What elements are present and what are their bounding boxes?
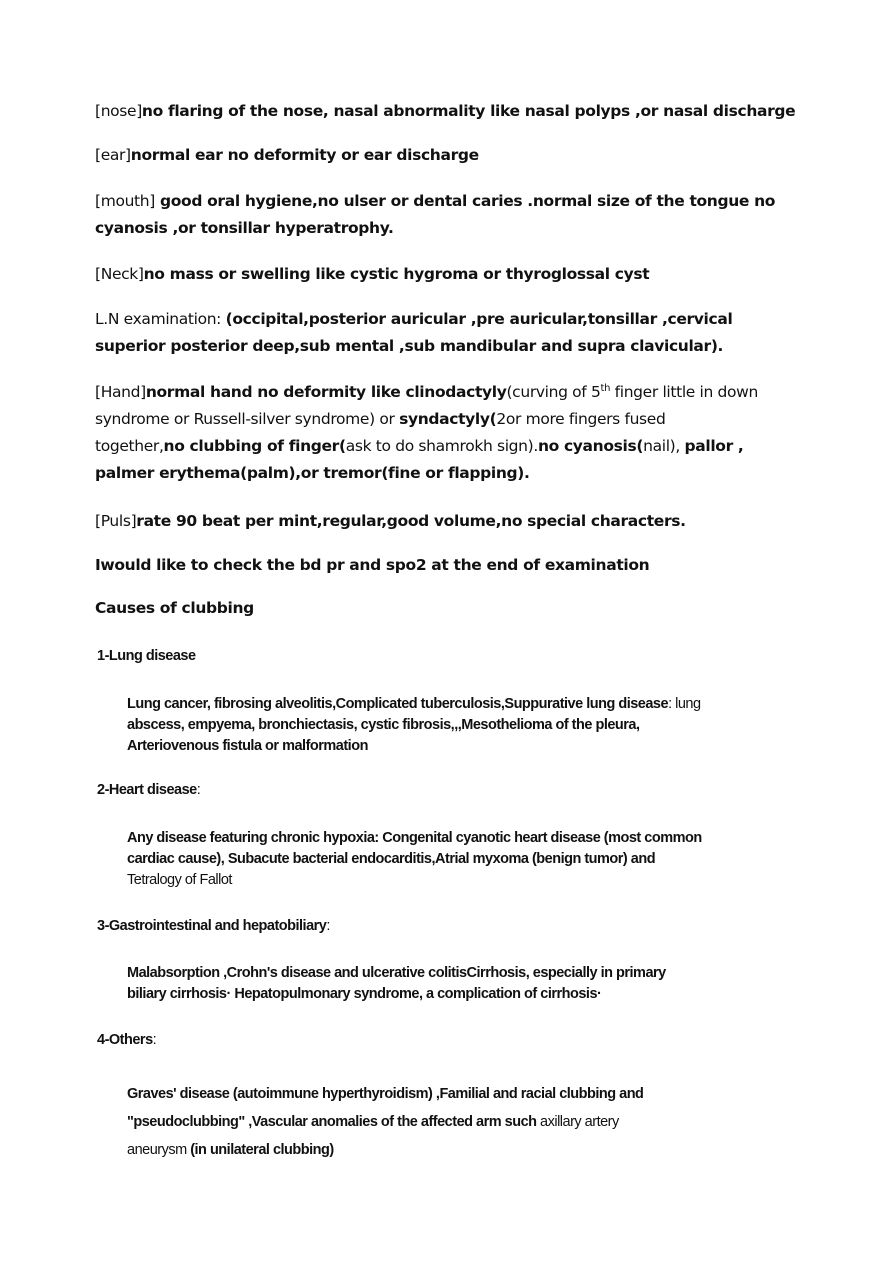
lung-l1a: Lung cancer, fibrosing alveolitis,Complicated tuberculosis,Suppurative lung disease	[127, 696, 669, 712]
pulse-tag: [Puls]	[95, 512, 137, 530]
others-l3d: )	[329, 1142, 334, 1158]
gi-heading: 3-Gastrointestinal and hepatobiliary	[97, 918, 327, 934]
hand-l3e: nail),	[643, 437, 685, 455]
lung-l1b: : lung	[668, 696, 701, 712]
others-l1: Graves' disease (autoimmune hyperthyroidism) ,Familial and racial clubbing and	[127, 1086, 644, 1102]
hand-l3b: no clubbing of finger(	[163, 437, 346, 455]
mouth-exam	[95, 188, 795, 242]
others-l3b: (in	[190, 1142, 210, 1158]
hand-l1b: (curving of 5	[506, 383, 601, 401]
hand-l1a: normal hand no deformity like clinodactyly	[145, 383, 507, 401]
gi-heading-line	[97, 918, 330, 934]
lung-heading: 1-Lung disease	[97, 648, 196, 664]
mouth-text-line2: cyanosis ,or tonsillar hyperatrophy.	[95, 219, 394, 237]
hand-l4: palmer erythema(palm),or tremor(fine or flapping).	[95, 464, 530, 482]
others-heading: 4-Others	[97, 1032, 153, 1048]
nose-tag: [nose]	[95, 102, 142, 120]
heart-heading: 2-Heart disease	[97, 782, 197, 798]
hand-l1c: finger little in down	[610, 383, 758, 401]
neck-tag: [Neck]	[95, 265, 144, 283]
others-l3c: unilateral clubbing	[209, 1142, 330, 1158]
nose-exam	[95, 98, 795, 125]
neck-text: no mass or swelling like cystic hygroma or thyroglossal cyst	[143, 265, 650, 283]
ear-exam	[95, 142, 795, 169]
neck-exam	[95, 261, 795, 288]
others-colon: :	[152, 1032, 157, 1048]
hand-l2: syndrome or Russell-silver syndrome) or	[95, 410, 400, 428]
heart-heading-line	[97, 782, 200, 798]
hand-l3f: pallor ,	[684, 437, 744, 455]
clubbing-title: Causes of clubbing	[95, 599, 254, 617]
nose-text: no flaring of the nose, nasal abnormality like nasal polyps ,or nasal discharge	[141, 102, 796, 120]
ln-text-line1: (occipital,posterior auricular ,pre auricular,tonsillar ,cervical	[225, 310, 733, 328]
gi-colon: :	[326, 918, 330, 934]
heart-causes	[127, 828, 787, 891]
others-heading-line	[97, 1032, 156, 1048]
lung-causes	[127, 694, 787, 757]
hand-exam	[95, 379, 795, 487]
heart-colon: :	[196, 782, 201, 798]
heart-l3: Tetralogy of Fallot	[127, 872, 232, 888]
ln-tag: L.N examination:	[95, 310, 226, 328]
hand-tag: [Hand]	[95, 383, 146, 401]
hand-l2c: 2or more fingers fused	[496, 410, 666, 428]
others-l2b: axillary artery	[536, 1114, 619, 1130]
others-l2a: "pseudoclubbing" ,Vascular anomalies of the affected arm such	[127, 1114, 537, 1130]
others-causes	[127, 1080, 787, 1164]
others-l3a: aneurysm	[127, 1142, 191, 1158]
ln-exam	[95, 306, 795, 360]
lung-l2: abscess, empyema, bronchiectasis, cystic fibrosis,,,Mesothelioma of the pleura,	[127, 717, 640, 733]
gi-l1: Malabsorption ,Crohn's disease and ulcerative colitisCirrhosis, especially in primary	[127, 965, 666, 981]
mouth-tag: [mouth]	[95, 192, 155, 210]
hand-l2b: syndactyly(	[399, 410, 497, 428]
gi-l2: biliary cirrhosis· Hepatopulmonary syndrome, a complication of cirrhosis·	[127, 986, 602, 1002]
ln-text-line2: superior posterior deep,sub mental ,sub mandibular and supra clavicular).	[95, 337, 724, 355]
hand-l3c: ask to do shamrokh sign).	[345, 437, 538, 455]
heart-l2: cardiac cause), Subacute bacterial endocarditis,Atrial myxoma (benign tumor) and	[127, 851, 656, 867]
hand-l1sup: th	[600, 382, 611, 394]
hand-l3a: together,	[95, 437, 164, 455]
lung-l3: Arteriovenous fistula or malformation	[127, 738, 368, 754]
mouth-text-line1: good oral hygiene,no ulser or dental caries .normal size of the tongue no	[154, 192, 776, 210]
pulse-exam	[95, 508, 795, 535]
ear-tag: [ear]	[95, 146, 131, 164]
hand-l3d: no cyanosis(	[537, 437, 644, 455]
gi-causes	[127, 963, 787, 1005]
ear-text: normal ear no deformity or ear discharge	[130, 146, 479, 164]
heart-l1: Any disease featuring chronic hypoxia: Congenital cyanotic heart disease (most common	[127, 830, 702, 846]
pulse-text: rate 90 beat per mint,regular,good volume,no special characters.	[136, 512, 686, 530]
check-vitals-note: Iwould like to check the bd pr and spo2 at the end of examination	[95, 556, 650, 574]
